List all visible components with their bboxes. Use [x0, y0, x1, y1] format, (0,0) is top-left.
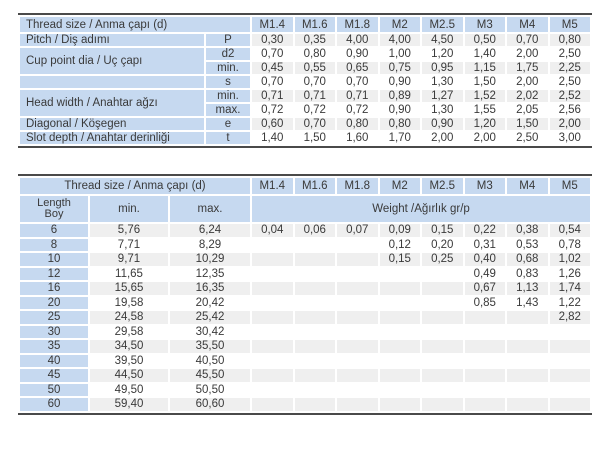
length-max-cell: 20,42 — [195, 296, 225, 309]
weight-cell: 0,09 — [380, 224, 421, 237]
weight-cell — [465, 398, 506, 411]
dimension-label: Cup point dia / Uç çapı — [20, 48, 204, 74]
length-min-cell: 29,58 — [114, 325, 144, 338]
length-min-cell: 24,58 — [90, 311, 168, 324]
dimensions-row — [20, 132, 590, 144]
length-cell: 25 — [20, 311, 88, 324]
length-column-header — [20, 196, 88, 222]
size-header-m1-6: M1.6 — [295, 17, 336, 32]
weight-cell — [252, 253, 293, 266]
weight-cell — [507, 369, 548, 382]
length-max-cell: 60,60 — [170, 398, 250, 411]
dimensions-table — [18, 13, 592, 148]
weight-cell — [422, 355, 463, 368]
dimension-label: Pitch / Diş adımı — [20, 34, 204, 46]
length-min-cell: 7,71 — [117, 238, 141, 251]
dimension-symbol: max. — [206, 104, 250, 116]
weight-cell — [465, 340, 506, 353]
dimension-symbol: d2 — [206, 48, 250, 60]
size-header-m4: M4 — [507, 178, 548, 194]
weights-row — [20, 369, 590, 382]
weight-cell — [380, 297, 421, 310]
length-max-cell: 30,42 — [195, 325, 225, 338]
dimension-value-cell: 4,00 — [380, 34, 421, 46]
dimension-value-cell: 1,20 — [465, 118, 506, 130]
dimension-value-cell: 0,50 — [465, 34, 506, 46]
dimension-value-cell: 1,55 — [473, 104, 496, 116]
weight-cell — [380, 282, 421, 295]
weight-cell — [422, 384, 463, 397]
weight-cell: 1,74 — [550, 282, 591, 295]
length-min-cell: 34,50 — [90, 340, 168, 353]
dimension-value-cell: 1,00 — [388, 48, 411, 60]
dimension-value-cell: 1,75 — [507, 62, 548, 74]
dimension-value-cell: 0,90 — [422, 118, 463, 130]
weight-cell — [295, 311, 336, 324]
length-min-cell: 19,58 — [114, 296, 144, 309]
dimension-symbol: min. — [206, 62, 250, 74]
weight-cell — [252, 398, 293, 411]
length-min-cell: 39,50 — [114, 354, 144, 367]
weight-cell: 0,06 — [295, 224, 336, 237]
dimension-value-cell: 0,71 — [295, 90, 336, 102]
weight-cell — [337, 340, 378, 353]
weight-cell — [295, 355, 336, 368]
size-header-m1-4: M1.4 — [252, 178, 293, 194]
weight-cell — [507, 384, 548, 397]
size-header-m2-5: M2.5 — [422, 17, 463, 32]
min-column-header: min. — [90, 196, 168, 222]
weight-cell — [295, 369, 336, 382]
weight-cell: 0,54 — [550, 224, 591, 237]
weight-cell — [507, 355, 548, 368]
weight-cell: 0,15 — [380, 253, 421, 266]
weight-cell — [550, 355, 591, 368]
weight-cell — [550, 326, 591, 339]
weight-cell: 0,15 — [422, 224, 463, 237]
weight-cell: 1,02 — [550, 253, 591, 266]
weight-cell: 0,40 — [465, 253, 506, 266]
weight-cell — [337, 239, 378, 252]
weight-cell: 0,49 — [473, 267, 496, 280]
size-header-m2: M2 — [380, 178, 421, 194]
size-header-m1-8: M1.8 — [337, 17, 378, 32]
weight-cell: 0,31 — [473, 238, 496, 251]
size-header-m5: M5 — [550, 178, 591, 194]
weights-row — [20, 398, 590, 411]
weight-cell — [507, 398, 548, 411]
dimension-value-cell: 0,90 — [346, 48, 369, 60]
length-max-cell: 40,50 — [195, 354, 225, 367]
dimension-value-cell: 2,50 — [558, 76, 581, 88]
dimension-value-cell: 0,80 — [380, 118, 421, 130]
weight-cell — [465, 326, 506, 339]
weights-header-row-1 — [20, 178, 590, 194]
weight-cell — [252, 239, 293, 252]
size-header-m3: M3 — [465, 17, 506, 32]
size-header-m4: M4 — [507, 17, 548, 32]
dimension-value-cell: 0,70 — [261, 76, 284, 88]
dimension-value-cell: 0,95 — [422, 62, 463, 74]
weights-row — [20, 253, 590, 266]
dimension-value-cell: 1,30 — [431, 104, 454, 116]
weight-cell — [422, 268, 463, 281]
weight-cell — [337, 355, 378, 368]
length-cell: 6 — [20, 224, 88, 237]
weight-cell — [380, 340, 421, 353]
length-cell: 45 — [20, 369, 88, 382]
weight-cell — [252, 268, 293, 281]
max-column-header: max. — [170, 196, 250, 222]
dimension-label: Slot depth / Anahtar derinliği — [20, 132, 204, 144]
length-min-cell: 5,76 — [90, 224, 168, 237]
dimension-value-cell: 1,40 — [473, 48, 496, 60]
weight-cell: 0,04 — [252, 224, 293, 237]
weight-cell — [252, 326, 293, 339]
length-cell: 12 — [20, 268, 88, 281]
weight-cell — [380, 384, 421, 397]
dimensions-header-row — [20, 17, 590, 32]
dimensions-row — [20, 90, 590, 102]
length-cell: 30 — [20, 326, 88, 339]
weight-cell — [252, 355, 293, 368]
weight-cell: 0,78 — [558, 238, 581, 251]
weight-cell — [507, 311, 548, 324]
dimension-value-cell: 0,65 — [337, 62, 378, 74]
weights-row — [20, 326, 590, 339]
dimensions-row — [20, 118, 590, 130]
dimension-value-cell: 1,27 — [422, 90, 463, 102]
weights-row — [20, 224, 590, 237]
weights-row — [20, 297, 590, 310]
length-cell: 50 — [20, 384, 88, 397]
weight-cell — [337, 297, 378, 310]
length-min-cell: 9,71 — [90, 253, 168, 266]
weight-cell — [337, 384, 378, 397]
dimension-value-cell: 0,80 — [337, 118, 378, 130]
dimension-value-cell: 0,90 — [388, 104, 411, 116]
weight-cell — [380, 369, 421, 382]
dimension-label: Diagonal / Köşegen — [20, 118, 204, 130]
weight-cell — [337, 326, 378, 339]
weights-row — [20, 355, 590, 368]
weight-cell — [295, 384, 336, 397]
weight-cell — [550, 384, 591, 397]
dimension-value-cell: 1,40 — [261, 132, 284, 144]
dimension-value-cell: 0,60 — [252, 118, 293, 130]
weight-cell — [295, 326, 336, 339]
dimension-value-cell: 0,70 — [261, 48, 284, 60]
dimension-symbol: e — [206, 118, 250, 130]
weight-cell — [465, 369, 506, 382]
weight-cell — [337, 268, 378, 281]
weight-cell — [550, 398, 591, 411]
dimension-value-cell: 0,35 — [295, 34, 336, 46]
dimension-value-cell: 0,71 — [252, 90, 293, 102]
dimension-value-cell: 2,00 — [473, 132, 496, 144]
dimension-value-cell: 0,30 — [252, 34, 293, 46]
length-max-cell: 12,35 — [195, 267, 225, 280]
dimension-value-cell: 0,70 — [507, 34, 548, 46]
weight-cell — [422, 282, 463, 295]
weight-cell — [422, 340, 463, 353]
dimension-symbol: P — [206, 34, 250, 46]
dimension-value-cell: 0,45 — [252, 62, 293, 74]
dimension-value-cell: 2,52 — [550, 90, 591, 102]
weight-cell — [252, 311, 293, 324]
weight-cell: 0,67 — [465, 282, 506, 295]
weight-cell: 1,26 — [558, 267, 581, 280]
length-label-tr: Boy — [44, 208, 64, 220]
length-min-cell: 44,50 — [90, 369, 168, 382]
weight-cell — [295, 340, 336, 353]
weight-cell — [295, 253, 336, 266]
weight-cell: 0,68 — [507, 253, 548, 266]
weight-cell — [295, 297, 336, 310]
weights-table — [18, 174, 592, 415]
dimensions-row — [20, 34, 590, 46]
length-max-cell: 35,50 — [170, 340, 250, 353]
dimension-symbol: min. — [206, 90, 250, 102]
weight-cell — [422, 326, 463, 339]
dimension-value-cell: 1,70 — [388, 132, 411, 144]
weight-cell — [550, 369, 591, 382]
weight-cell — [465, 311, 506, 324]
weight-cell — [380, 311, 421, 324]
weight-cell — [252, 340, 293, 353]
weight-cell: 0,12 — [388, 238, 411, 251]
length-max-cell: 8,29 — [198, 238, 222, 251]
weight-cell — [550, 340, 591, 353]
dimension-value-cell: 2,50 — [516, 132, 539, 144]
weight-cell — [507, 326, 548, 339]
weight-cell: 0,53 — [516, 238, 539, 251]
dimension-value-cell: 0,70 — [346, 76, 369, 88]
size-header-m1-8: M1.8 — [337, 178, 378, 194]
weight-cell — [380, 398, 421, 411]
weight-cell: 1,13 — [507, 282, 548, 295]
length-max-cell: 50,50 — [195, 383, 225, 396]
weight-cell — [380, 355, 421, 368]
dimension-value-cell: 0,80 — [550, 34, 591, 46]
weight-cell: 2,82 — [550, 311, 591, 324]
length-max-cell: 10,29 — [170, 253, 250, 266]
length-cell: 8 — [20, 239, 88, 252]
dimension-value-cell: 1,15 — [465, 62, 506, 74]
weight-cell — [337, 282, 378, 295]
dimension-value-cell: 0,72 — [261, 104, 284, 116]
weight-cell — [337, 253, 378, 266]
dimension-value-cell: 2,02 — [507, 90, 548, 102]
dimension-value-cell: 0,70 — [295, 118, 336, 130]
dimension-value-cell: 1,52 — [465, 90, 506, 102]
weight-cell: 1,43 — [516, 296, 539, 309]
dimension-symbol: t — [206, 132, 250, 144]
weight-cell — [337, 311, 378, 324]
dimension-value-cell: 0,55 — [295, 62, 336, 74]
dimension-value-cell: 0,70 — [303, 76, 326, 88]
weight-cell — [337, 398, 378, 411]
length-min-cell: 49,50 — [114, 383, 144, 396]
dimension-value-cell: 2,56 — [558, 104, 581, 116]
length-label-en: Length — [37, 196, 71, 209]
length-max-cell: 6,24 — [170, 224, 250, 237]
dimension-value-cell: 0,90 — [388, 76, 411, 88]
weight-band-header: Weight /Ağırlık gr/p — [252, 196, 590, 222]
weight-cell: 0,38 — [507, 224, 548, 237]
dimensions-row — [20, 48, 590, 60]
dimension-value-cell: 0,71 — [337, 90, 378, 102]
dimension-value-cell: 1,20 — [431, 48, 454, 60]
dimension-value-cell: 2,00 — [431, 132, 454, 144]
weight-cell: 0,85 — [473, 296, 496, 309]
weight-cell: 0,07 — [337, 224, 378, 237]
weight-cell — [295, 398, 336, 411]
size-header-m2-5: M2.5 — [422, 178, 463, 194]
dimension-value-cell: 4,50 — [422, 34, 463, 46]
weights-row — [20, 268, 590, 281]
weight-cell — [252, 282, 293, 295]
weight-cell — [422, 369, 463, 382]
dimension-value-cell: 0,72 — [346, 104, 369, 116]
weight-cell — [252, 384, 293, 397]
weight-cell — [465, 384, 506, 397]
dimension-value-cell: 2,00 — [516, 76, 539, 88]
dimension-value-cell: 4,00 — [337, 34, 378, 46]
size-header-m5: M5 — [550, 17, 591, 32]
length-max-cell: 25,42 — [170, 311, 250, 324]
dimensions-table-title: Thread size / Anma çapı (d) — [20, 17, 250, 32]
dimension-value-cell: 2,25 — [550, 62, 591, 74]
weight-cell — [465, 355, 506, 368]
length-cell: 16 — [20, 282, 88, 295]
weight-cell — [422, 297, 463, 310]
weight-cell: 0,25 — [422, 253, 463, 266]
dimension-value-cell: 0,72 — [303, 104, 326, 116]
weight-cell — [422, 311, 463, 324]
length-cell: 35 — [20, 340, 88, 353]
dimension-value-cell: 1,50 — [473, 76, 496, 88]
dimension-value-cell: 0,80 — [303, 48, 326, 60]
dimension-value-cell: 2,00 — [516, 48, 539, 60]
length-cell: 60 — [20, 398, 88, 411]
dimension-value-cell: 3,00 — [558, 132, 581, 144]
weight-cell — [380, 326, 421, 339]
size-header-m2: M2 — [380, 17, 421, 32]
weight-cell — [295, 268, 336, 281]
dimension-value-cell: 2,05 — [516, 104, 539, 116]
size-header-m1-4: M1.4 — [252, 17, 293, 32]
length-cell: 40 — [20, 355, 88, 368]
weight-cell: 1,22 — [558, 296, 581, 309]
dimension-value-cell: 1,50 — [303, 132, 326, 144]
length-min-cell: 15,65 — [90, 282, 168, 295]
dimension-label — [20, 76, 204, 88]
dimension-value-cell: 0,75 — [380, 62, 421, 74]
weight-cell — [507, 340, 548, 353]
weight-cell — [422, 398, 463, 411]
size-header-m3: M3 — [465, 178, 506, 194]
dimension-symbol: s — [206, 76, 250, 88]
weight-cell — [295, 282, 336, 295]
weight-cell — [380, 268, 421, 281]
dimension-value-cell: 2,50 — [558, 48, 581, 60]
weights-row — [20, 340, 590, 353]
length-min-cell: 11,65 — [115, 267, 143, 280]
weights-row — [20, 384, 590, 397]
weight-cell: 0,22 — [465, 224, 506, 237]
weights-row — [20, 311, 590, 324]
length-max-cell: 45,50 — [170, 369, 250, 382]
weight-cell — [252, 297, 293, 310]
weights-row — [20, 239, 590, 252]
dimension-value-cell: 1,60 — [346, 132, 369, 144]
weight-cell — [252, 369, 293, 382]
length-max-cell: 16,35 — [170, 282, 250, 295]
dimension-label: Head width / Anahtar ağzı — [20, 90, 204, 116]
length-cell: 20 — [20, 297, 88, 310]
dimensions-row — [20, 76, 590, 88]
dimension-value-cell: 2,00 — [550, 118, 591, 130]
weights-row — [20, 282, 590, 295]
length-cell: 10 — [20, 253, 88, 266]
length-min-cell: 59,40 — [90, 398, 168, 411]
weight-cell — [337, 369, 378, 382]
weights-header-row-2 — [20, 196, 590, 222]
dimension-value-cell: 0,89 — [380, 90, 421, 102]
weights-table-title: Thread size / Anma çapı (d) — [20, 178, 250, 194]
size-header-m1-6: M1.6 — [295, 178, 336, 194]
weight-cell: 0,83 — [516, 267, 539, 280]
weight-cell: 0,20 — [431, 238, 454, 251]
dimension-value-cell: 1,50 — [507, 118, 548, 130]
weight-cell — [295, 239, 336, 252]
dimension-value-cell: 1,30 — [431, 76, 454, 88]
